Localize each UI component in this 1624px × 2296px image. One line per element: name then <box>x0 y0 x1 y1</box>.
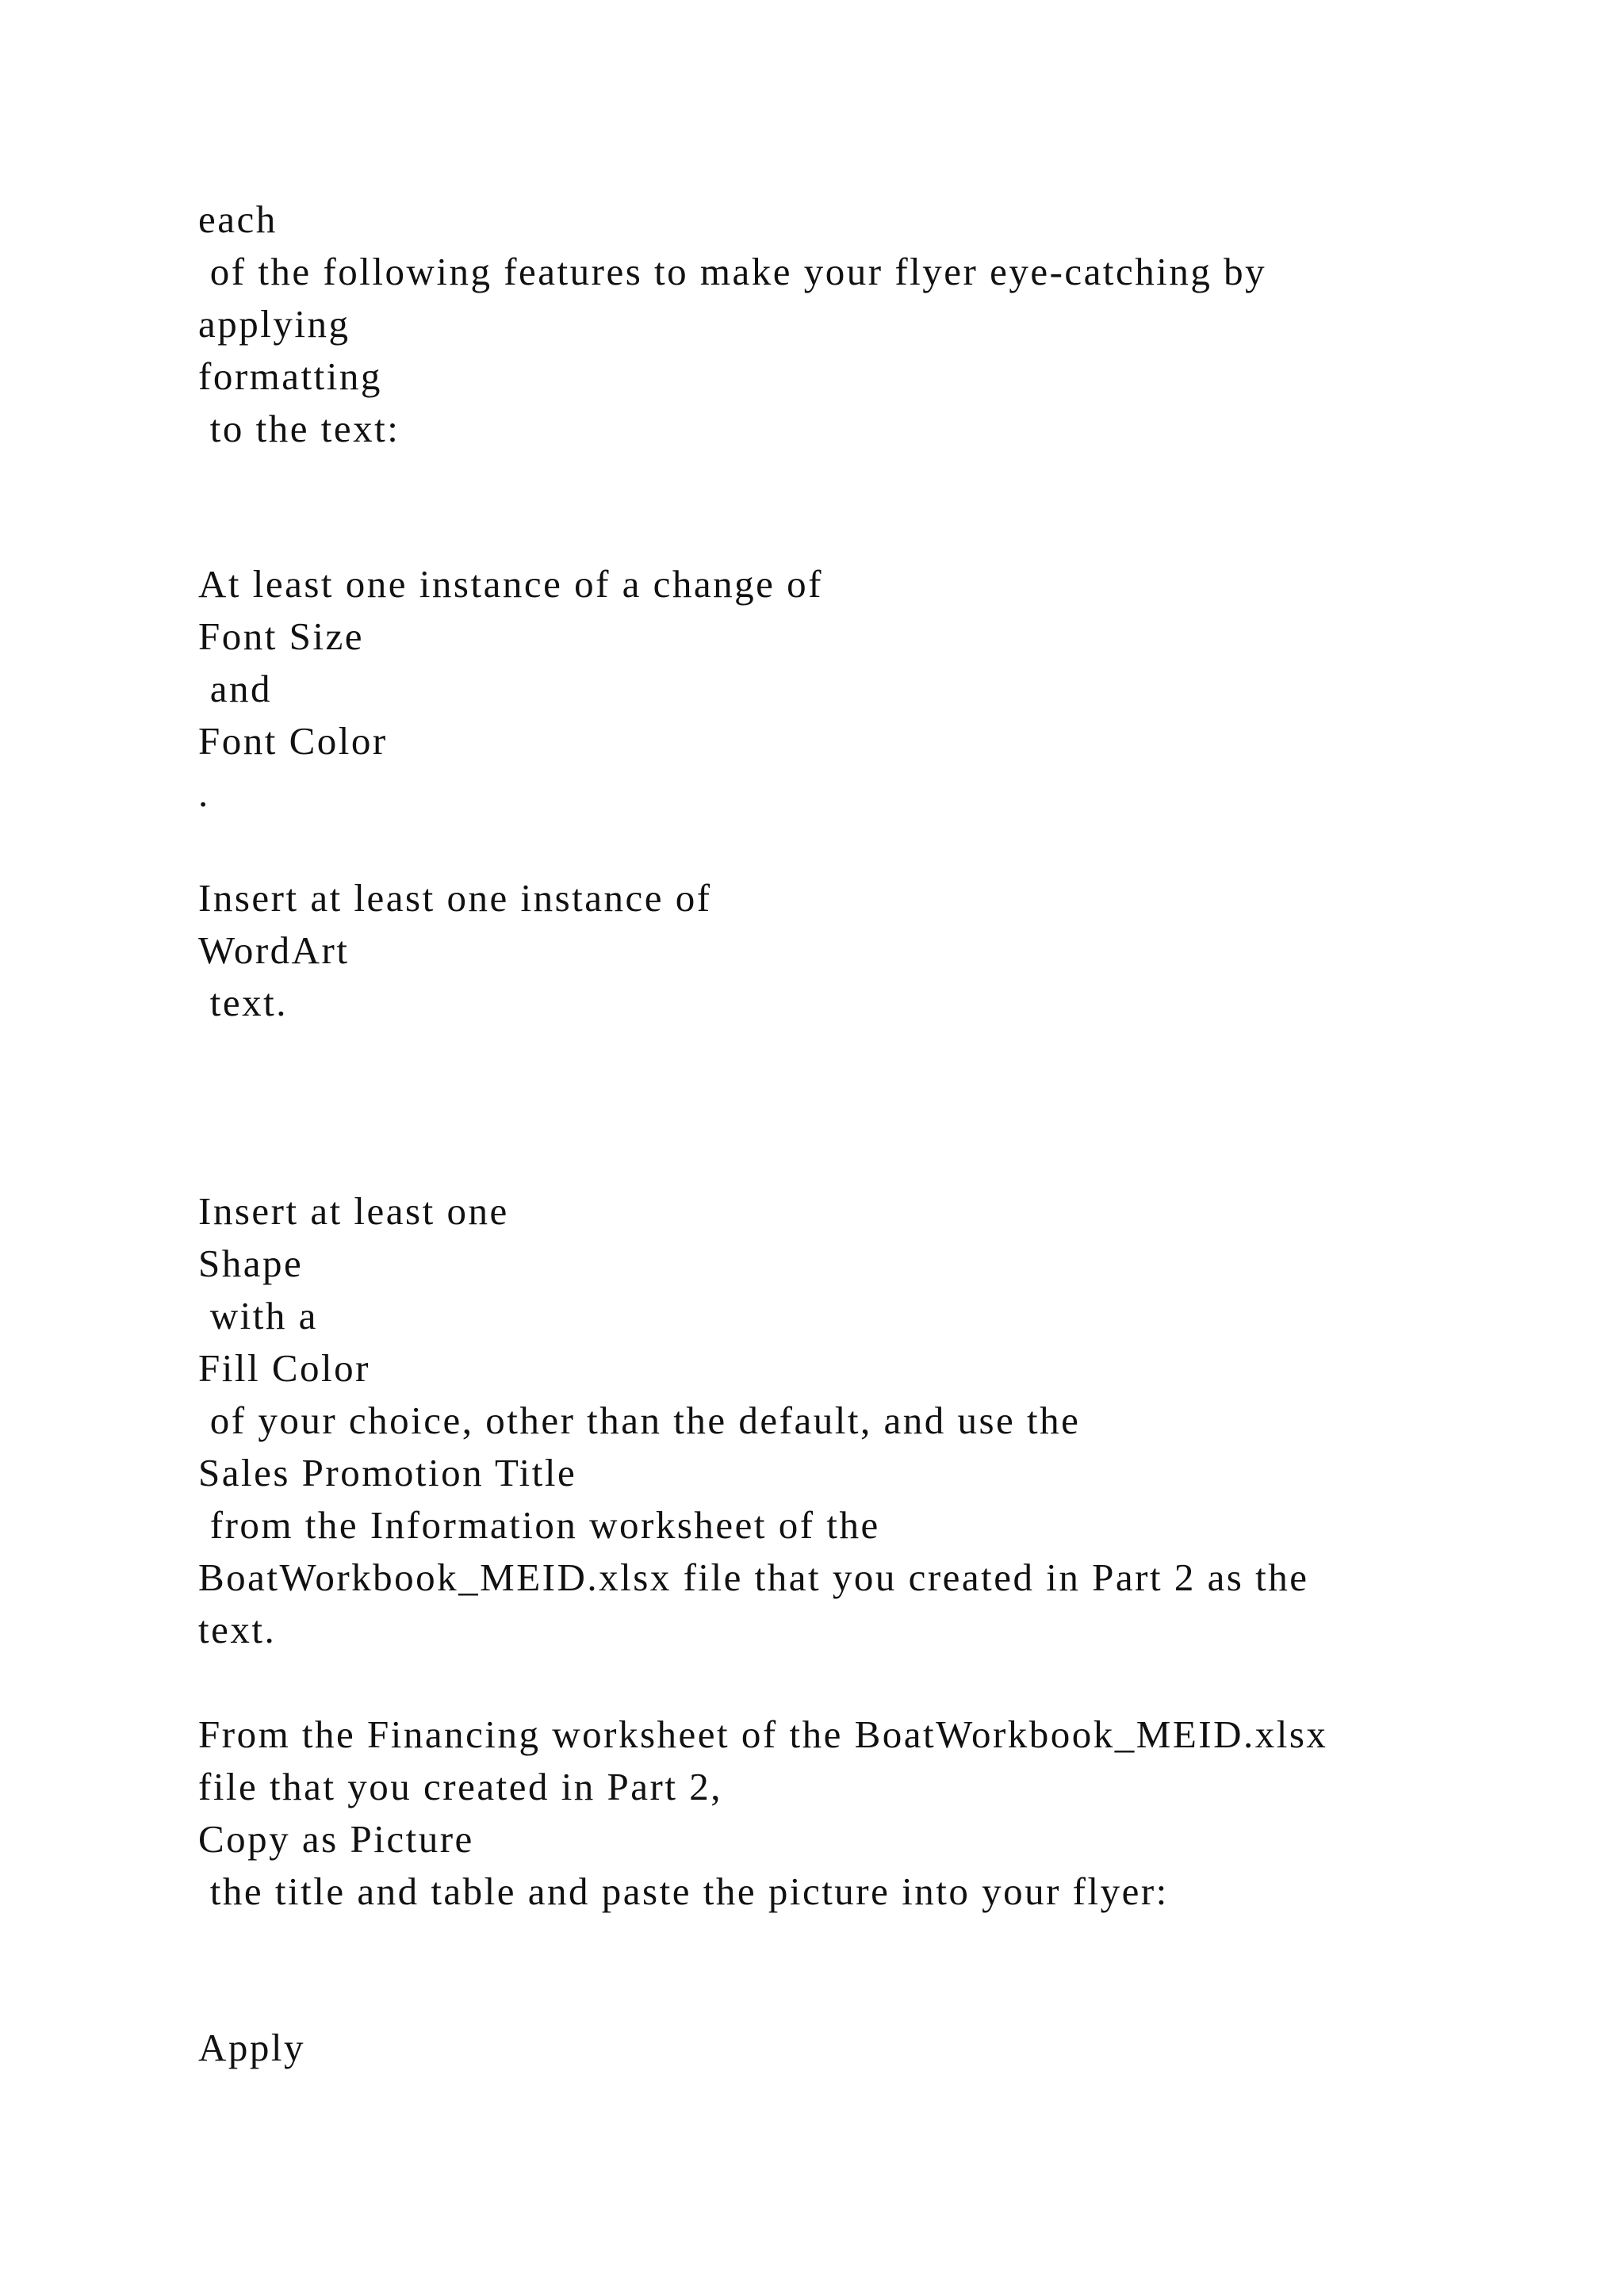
text-line: text. <box>198 1608 277 1651</box>
text-line: Fill Color <box>198 1346 370 1390</box>
text-line: formatting <box>198 354 382 398</box>
text-line: Font Size <box>198 614 364 658</box>
text-line: Insert at least one <box>198 1189 509 1233</box>
text-line: Insert at least one instance of <box>198 876 712 920</box>
text-line: From the Financing worksheet of the BoatWorkbook_MEID.xlsx <box>198 1712 1328 1756</box>
text-line: . <box>198 771 210 815</box>
text-line: and <box>198 667 272 710</box>
text-line: text. <box>198 981 288 1024</box>
text-line: each <box>198 197 278 241</box>
text-line: the title and table and paste the picture into your flyer: <box>198 1869 1169 1913</box>
text-line: Apply <box>198 2026 305 2069</box>
text-line: from the Information worksheet of the <box>198 1503 880 1547</box>
text-line: BoatWorkbook_MEID.xlsx file that you created in Part 2 as the <box>198 1556 1309 1599</box>
text-line: Sales Promotion Title <box>198 1451 577 1494</box>
text-line: At least one instance of a change of <box>198 562 823 606</box>
text-line: to the text: <box>198 407 400 450</box>
text-line: file that you created in Part 2, <box>198 1765 722 1808</box>
text-line: WordArt <box>198 928 350 972</box>
text-line: applying <box>198 302 350 346</box>
text-line: of your choice, other than the default, and use the <box>198 1399 1081 1442</box>
text-line: Font Color <box>198 719 388 763</box>
text-line: Shape <box>198 1242 304 1285</box>
text-line: with a <box>198 1294 318 1337</box>
text-line: of the following features to make your flyer eye-catching by <box>198 250 1267 293</box>
text-line: Copy as Picture <box>198 1817 474 1861</box>
